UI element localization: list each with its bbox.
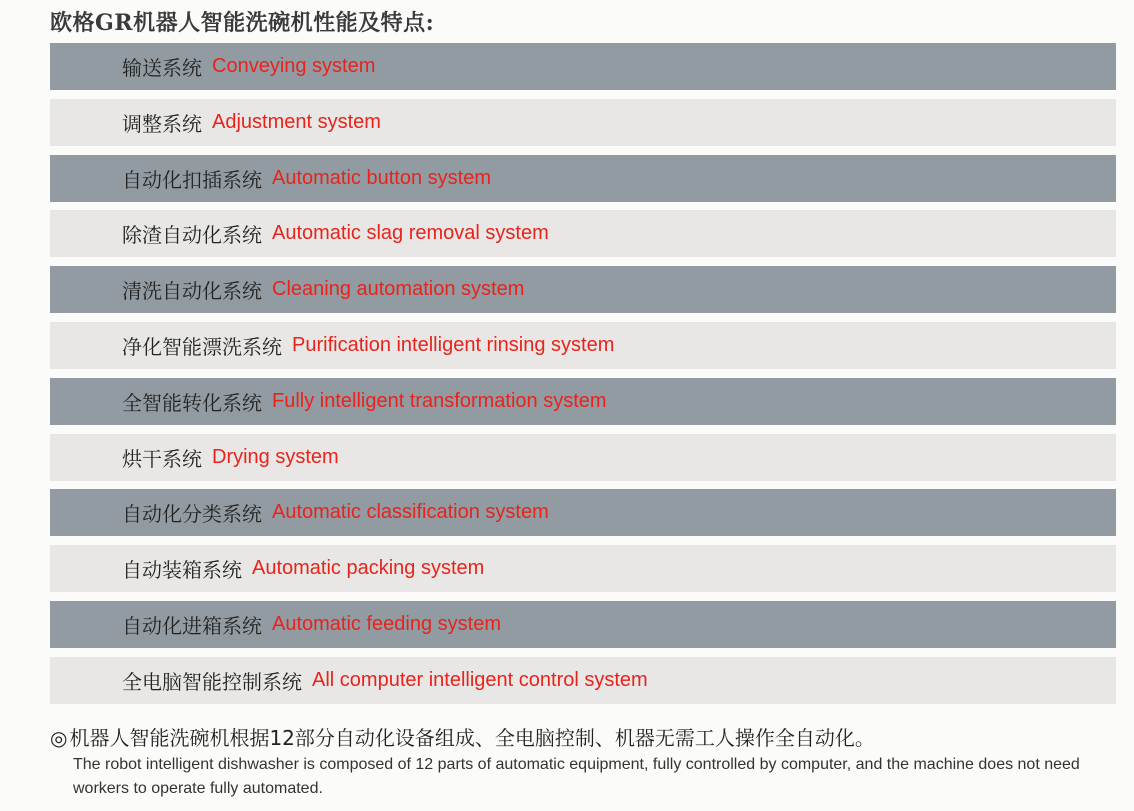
systems-list	[50, 43, 1116, 713]
system-label-zh: 调整系统	[122, 111, 202, 136]
system-label-zh: 自动化进箱系统	[122, 613, 262, 638]
system-label-zh: 全电脑智能控制系统	[122, 669, 302, 694]
bullet-mark-icon: ◎	[50, 726, 68, 750]
system-label-en: Conveying system	[212, 55, 376, 77]
system-label-en: Drying system	[212, 445, 339, 468]
summary-en: The robot intelligent dishwasher is composed of 12 parts of automatic equipment, fully controlled by computer, and the machine does not need workers to operate fully automated.	[73, 756, 1080, 797]
system-row-packing	[50, 545, 1116, 592]
system-label-zh: 全智能转化系统	[122, 390, 262, 415]
system-label-en: Cleaning automation system	[272, 278, 525, 301]
system-label-zh: 除渣自动化系统	[122, 223, 262, 248]
system-label-zh: 自动装箱系统	[122, 558, 242, 583]
system-row-adjustment	[50, 99, 1116, 146]
system-label-en: Automatic packing system	[252, 557, 485, 580]
system-row-drying	[50, 434, 1116, 481]
system-label-zh: 净化智能漂洗系统	[122, 334, 282, 359]
system-label-en: All computer intelligent control system	[312, 668, 648, 691]
system-row-slag-removal	[50, 210, 1116, 257]
system-row-classification	[50, 489, 1116, 536]
summary-zh	[50, 722, 875, 751]
system-label-en: Automatic feeding system	[272, 612, 501, 635]
summary-zh-text: 机器人智能洗碗机根据12部分自动化设备组成、全电脑控制、机器无需工人操作全自动化。	[69, 726, 875, 750]
system-label-zh: 烘干系统	[122, 446, 202, 471]
system-row-feeding	[50, 601, 1116, 648]
system-label-zh: 输送系统	[122, 56, 202, 80]
system-row-purification	[50, 322, 1116, 369]
system-row-computer-control	[50, 657, 1116, 704]
page-title: 欧格GR机器人智能洗碗机性能及特点:	[50, 10, 435, 36]
system-label-zh: 自动化扣插系统	[122, 167, 262, 192]
system-row-cleaning	[50, 266, 1116, 313]
system-label-en: Automatic button system	[272, 166, 491, 189]
system-label-zh: 清洗自动化系统	[122, 279, 262, 304]
system-label-en: Automatic classification system	[272, 501, 549, 524]
system-label-en: Purification intelligent rinsing system	[292, 333, 615, 356]
system-row-transformation	[50, 378, 1116, 425]
system-row-automatic-button	[50, 155, 1116, 202]
system-row-conveying	[50, 43, 1116, 90]
system-label-en: Automatic slag removal system	[272, 222, 549, 245]
system-label-en: Adjustment system	[212, 110, 381, 133]
system-label-en: Fully intelligent transformation system	[272, 389, 607, 412]
system-label-zh: 自动化分类系统	[122, 502, 262, 527]
